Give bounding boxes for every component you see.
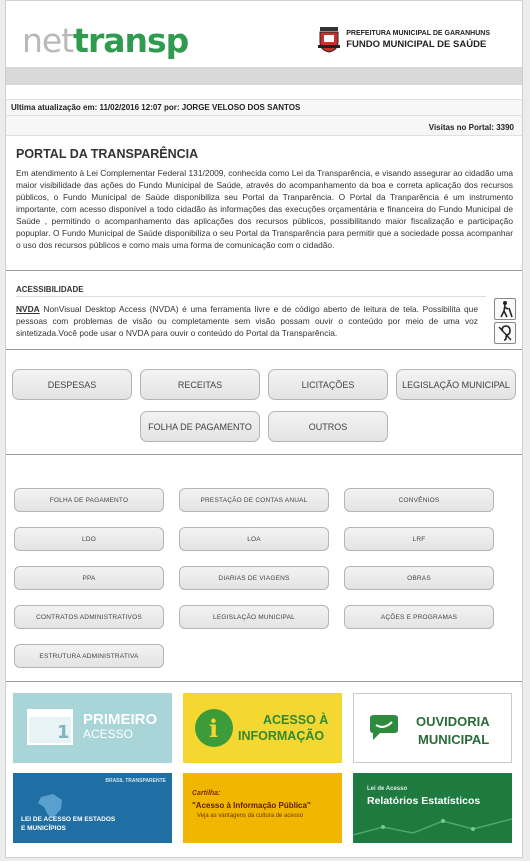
sub-folha-button[interactable]: FOLHA DE PAGAMENTO <box>14 488 164 512</box>
window-one-icon <box>27 709 73 745</box>
logo-net: net <box>22 21 74 60</box>
intro-paragraph: Em atendimento à Lei Complementar Federal 131/2009, conhecida como Lei da Transparência, e visando assegurar ao cidadão uma maior visibilidade das ações do Fundo Municipal de Saúde, através do acompanhamento da boa e correta aplicação dos recursos públicos, o Fundo Municipal de Saúde disponibiliza seu Portal da Tranparência. O Portal da Tranparência é um instrumento importante, com acesso disponível a todo cidadão às informações das execuções orçamentária e financeira do Fundo Municipal de Saúde , permitindo o acompanhamento das aplicações dos recursos públicos, possibilitando maior fiscalização e participação popuplar. O Fundo Municipal de Saúde disponibiliza o seu Portal da Transparência para permitir que a sociedade possa acompanhar o uso dos recursos públicos e como mais uma forma de comunicação com o cidadão. <box>16 168 513 250</box>
last-update-text: Ultima atualização em: 11/02/2016 12:07 por: JORGE VELOSO DOS SANTOS <box>6 99 522 116</box>
brasil-transparente-label: BRASIL TRANSPARENTE <box>105 778 166 784</box>
page-frame <box>5 0 523 858</box>
nvda-link[interactable]: NVDA <box>16 304 40 314</box>
relatorios-title: Relatórios Estatísticos <box>367 795 481 807</box>
logo-transp: transp <box>73 21 189 60</box>
lei-subtitle: E MUNICÍPIOS <box>21 825 66 832</box>
blind-person-icon[interactable] <box>494 298 516 320</box>
acesso-title: ACESSO À <box>263 713 329 727</box>
menu-licitacoes-button[interactable]: LICITAÇÕES <box>268 369 388 400</box>
menu-receitas-button[interactable]: RECEITAS <box>140 369 260 400</box>
sub-contratos-button[interactable]: CONTRATOS ADMINISTRATIVOS <box>14 605 164 629</box>
menu-legislacao-button[interactable]: LEGISLAÇÃO MUNICIPAL <box>396 369 516 400</box>
accessibility-text <box>16 303 478 339</box>
divider <box>6 349 522 350</box>
visits-counter: Visitas no Portal: 3390 <box>428 123 514 132</box>
ouvidoria-banner[interactable] <box>353 693 512 763</box>
prefeitura-name: PREFEITURA MUNICIPAL DE GARANHUNS <box>346 30 490 37</box>
acesso-informacao-banner[interactable] <box>183 693 342 763</box>
primeiro-subtitle: ACESSO <box>83 727 134 741</box>
primeiro-acesso-banner[interactable] <box>13 693 172 763</box>
sub-diarias-button[interactable]: DIARIAS DE VIAGENS <box>179 566 329 590</box>
lei-acesso-banner[interactable] <box>13 773 172 843</box>
cartilha-subtitle: Veja as vantagens da cultura de acesso <box>197 813 304 819</box>
page-title: PORTAL DA TRANSPARÊNCIA <box>16 147 199 161</box>
sub-acoes-button[interactable]: AÇÕES E PROGRAMAS <box>344 605 494 629</box>
sub-convenios-button[interactable]: CONVÊNIOS <box>344 488 494 512</box>
nettransp-logo[interactable] <box>22 21 188 61</box>
divider <box>6 270 522 271</box>
primeiro-title: PRIMEIRO <box>83 711 158 728</box>
menu-folha-button[interactable]: FOLHA DE PAGAMENTO <box>140 411 260 442</box>
cartilha-banner[interactable] <box>183 773 342 843</box>
sub-loa-button[interactable]: LOA <box>179 527 329 551</box>
hearing-icon[interactable] <box>494 322 516 344</box>
svg-text:i: i <box>209 714 219 743</box>
sub-legislacao-button[interactable]: LEGISLAÇÃO MUNICIPAL <box>179 605 329 629</box>
sub-prestacao-button[interactable]: PRESTAÇÃO DE CONTAS ANUAL <box>179 488 329 512</box>
sub-estrutura-button[interactable]: ESTRUTURA ADMINISTRATIVA <box>14 644 164 668</box>
accessibility-description: NonVisual Desktop Access (NVDA) é uma ferramenta livre e de código aberto de leitura de tela. Possibilita que pessoas com problemas de visão ou completamente sem visão possam ouvir o conteúdo por meio de uma voz sintetizada.Você pode usar o NVDA para ouvir o conteúdo do Portal da Transparência. <box>16 304 478 338</box>
sub-ppa-button[interactable]: PPA <box>14 566 164 590</box>
ouvidoria-title: OUVIDORIA <box>416 714 490 729</box>
ear-icon <box>495 323 515 343</box>
menu-outros-button[interactable]: OUTROS <box>268 411 388 442</box>
sub-ldo-button[interactable]: LDO <box>14 527 164 551</box>
speech-bubble-icon <box>366 714 402 744</box>
divider <box>6 454 522 455</box>
sub-obras-button[interactable]: OBRAS <box>344 566 494 590</box>
prefeitura-logo[interactable] <box>317 25 490 53</box>
info-icon <box>193 707 235 749</box>
site-header <box>6 1 522 67</box>
relatorios-label: Lei de Acesso <box>367 786 408 792</box>
lei-title: LEI DE ACESSO EM ESTADOS <box>21 816 116 823</box>
line-graph-icon <box>353 813 512 843</box>
accessibility-title: ACESSIBILIDADE <box>16 285 84 294</box>
divider <box>6 681 522 682</box>
sub-lrf-button[interactable]: LRF <box>344 527 494 551</box>
menu-despesas-button[interactable]: DESPESAS <box>12 369 132 400</box>
relatorios-banner[interactable] <box>353 773 512 843</box>
fundo-name: FUNDO MUNICIPAL DE SAÚDE <box>346 39 487 50</box>
cartilha-label: Cartilha: <box>192 790 221 797</box>
acesso-subtitle: INFORMAÇÃO <box>238 729 325 743</box>
ouvidoria-subtitle: MUNICIPAL <box>418 732 490 747</box>
cartilha-title: "Acesso à Informação Pública" <box>192 801 311 810</box>
svg-text:1: 1 <box>57 722 70 743</box>
coat-of-arms-icon <box>317 25 341 53</box>
walking-icon <box>495 299 515 319</box>
header-bar <box>6 67 522 85</box>
divider <box>16 296 486 297</box>
